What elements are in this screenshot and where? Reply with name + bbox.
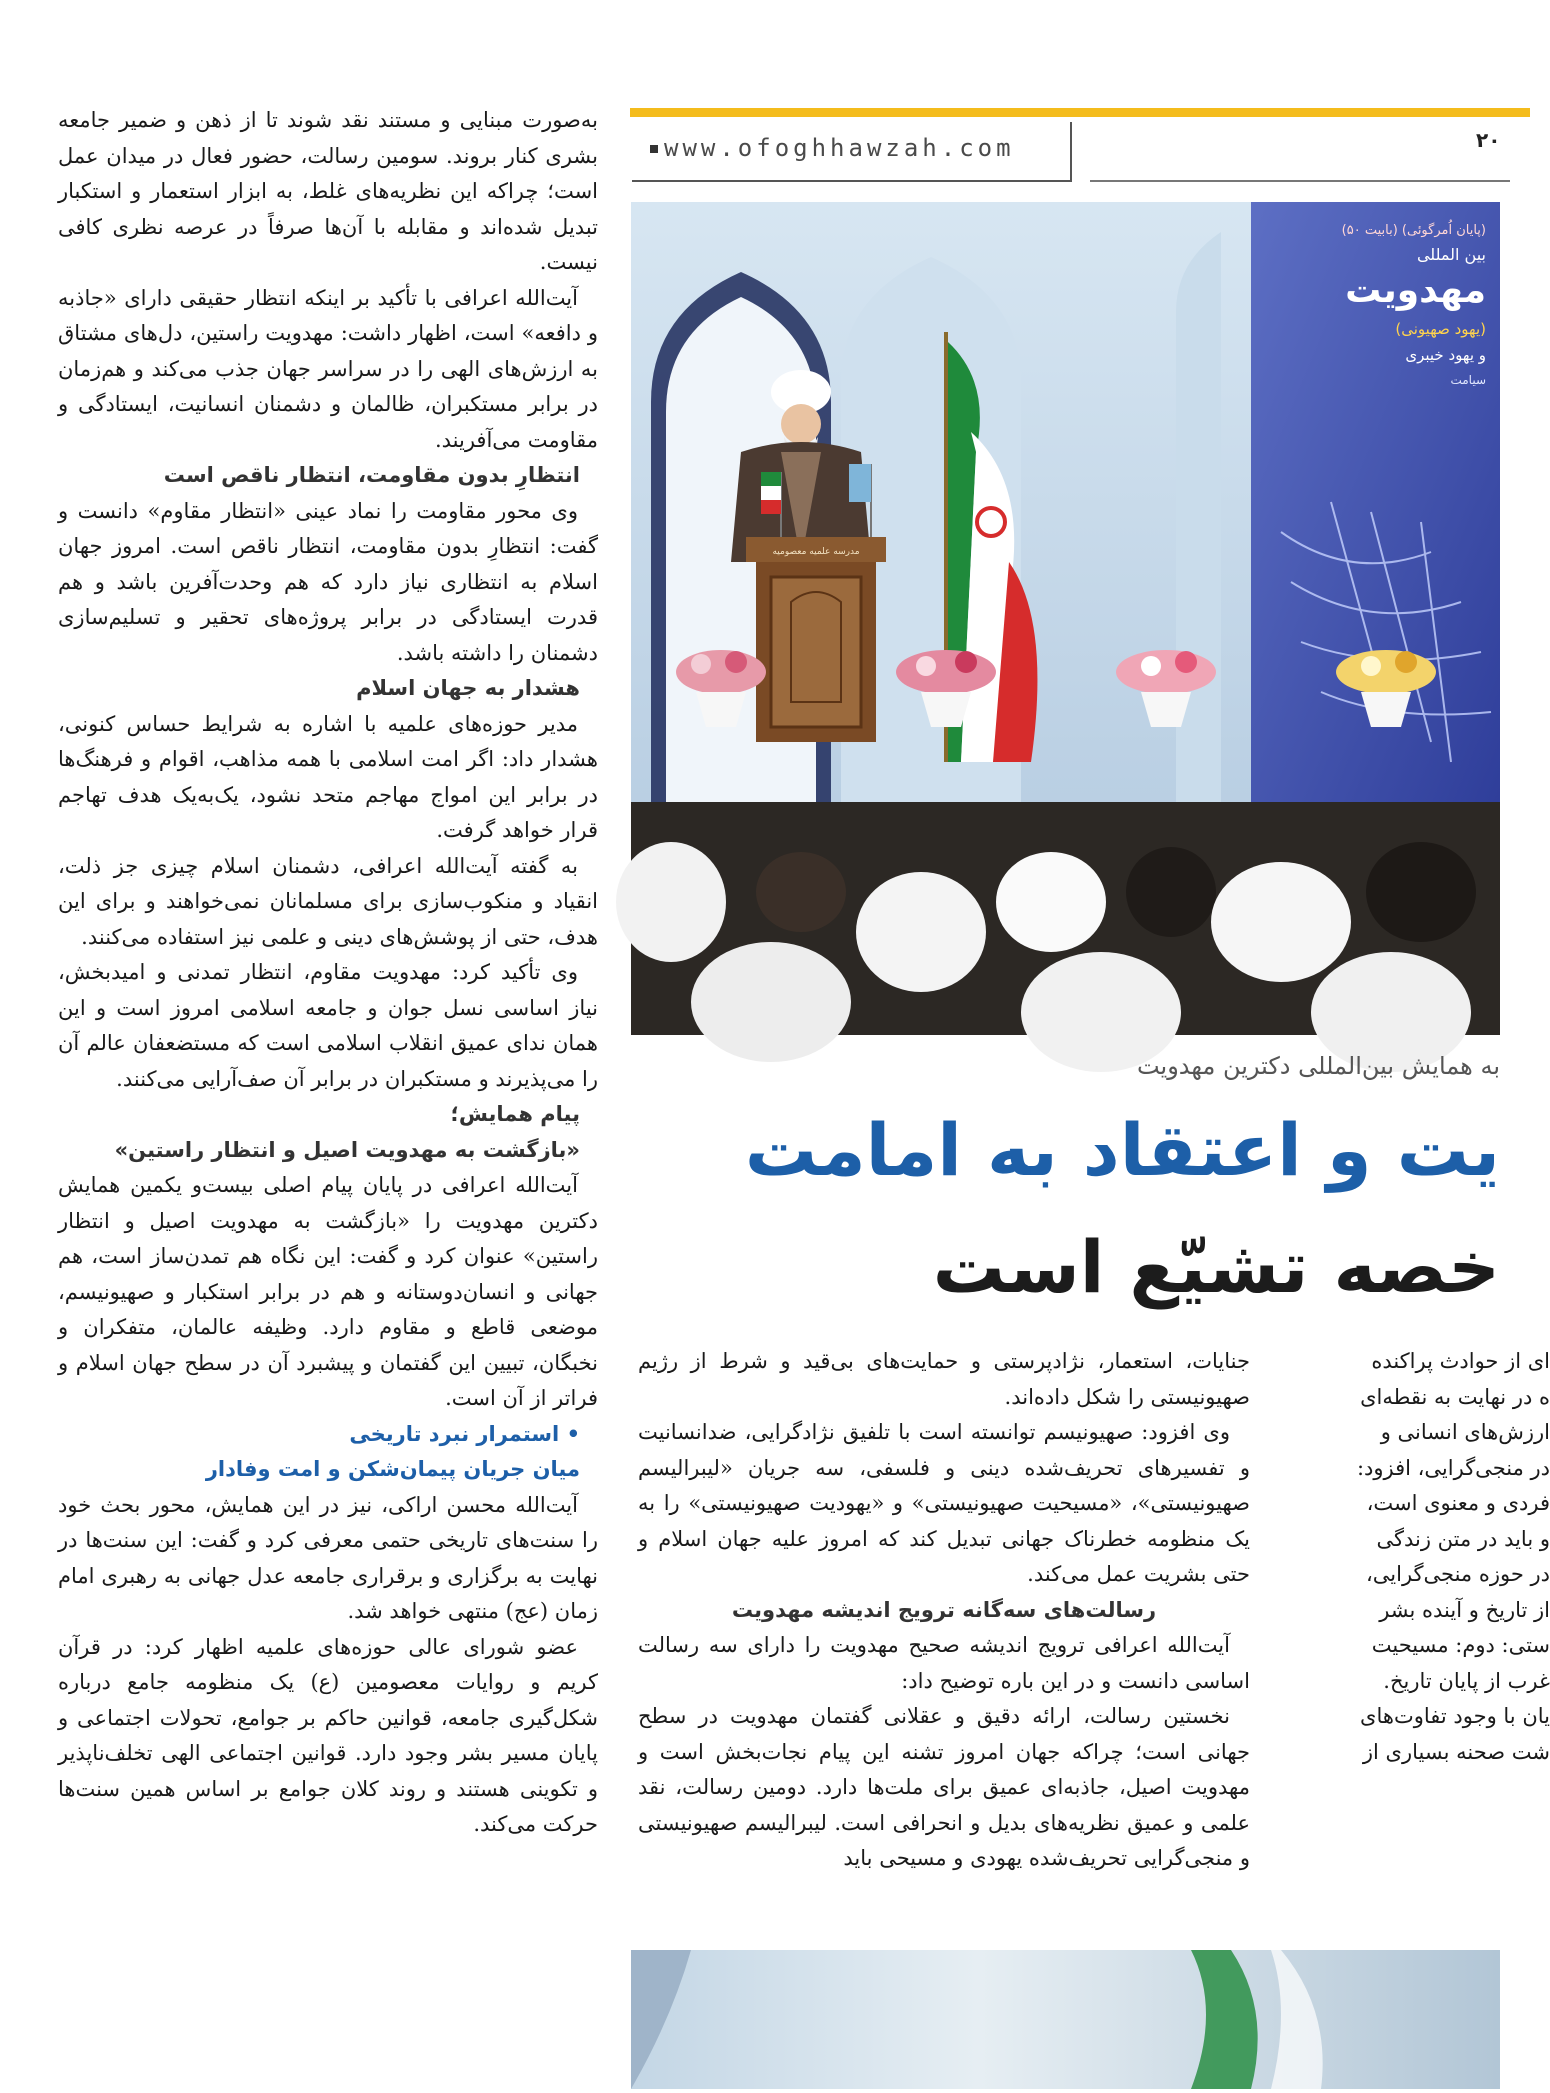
body-paragraph: شت صحنه بسیاری از <box>1362 1739 1550 1764</box>
body-paragraph: ه در نهایت به نقطه‌ای <box>1360 1384 1550 1409</box>
banner-text-6: سیامت <box>1450 373 1486 387</box>
section-heading: هشدار به جهان اسلام <box>356 676 580 700</box>
body-paragraph: به‌صورت مبنایی و مستند نقد شوند تا از ذهن و ضمیر جامعه بشری کنار بروند. سومین رسالت، حضور فعال در میدان عمل است؛ چراکه این نظریه‌های غلط، به ابزار استعمار و استکبار تبدیل شده‌اند و مقابله با آن‌ها صرفاً در عرصه نظری کافی نیست. <box>58 108 598 274</box>
section-heading: • استمرار نبرد تاریخی <box>349 1421 580 1446</box>
body-paragraph: مدیر حوزه‌های علمیه با اشاره به شرایط حساس کنونی، هشدار داد: اگر امت اسلامی با همه مذاهب، اقوام و فرهنگ‌ها در برابر این امواج مهاجم متحد نشود، یک‌به‌یک هدف تهاجم قرار خواهد گرفت. <box>58 711 598 842</box>
body-paragraph: آیت‌الله اعرافی ترویج اندیشه صحیح مهدویت را دارای سه رسالت اساسی دانست و در این باره توضیح داد: <box>638 1633 1250 1693</box>
section-heading: رسالت‌های سه‌گانه ترویج اندیشه مهدویت <box>731 1597 1157 1622</box>
header-rule <box>1090 180 1510 182</box>
body-paragraph: به گفته آیت‌الله اعرافی، دشمنان اسلام چیزی جز ذلت، انقیاد و منکوب‌سازی برای مسلمانان نمی‌خواهند و برای این هدف، حتی از پوشش‌های دینی و علمی نیز استفاده می‌کنند. <box>58 853 598 949</box>
article-headline-line2: خصه تشیّع است <box>932 1225 1500 1309</box>
body-paragraph: ستی: دوم: مسیحیت <box>1371 1633 1550 1657</box>
body-paragraph: عضو شورای عالی حوزه‌های علمیه اظهار کرد: در قرآن کریم و روایات معصومین (ع) یک منظومه جامع درباره شکل‌گیری جامعه، قوانین حاکم بر جوامع، تحولات اجتماعی و پایان مسیر بشر وجود دارد. قوانین اجتماعی الهی تخلف‌ناپذیر و تکوینی هستند و روند کلان جوامع بر اساس همین سنت‌ها حرکت می‌کند. <box>58 1634 598 1836</box>
conference-photo <box>631 202 1500 1035</box>
banner-text-1: (پایان اُمرگوئی) (بابیت ۵۰) <box>1341 223 1486 238</box>
podium-label: مدرسه علمیه معصومیه <box>772 547 860 557</box>
body-paragraph: ای از حوادث پراکنده <box>1371 1349 1550 1373</box>
bullet-square-icon <box>650 145 658 153</box>
article-right-column <box>1290 1344 1550 1964</box>
body-paragraph: فردی و معنوی است، <box>1366 1491 1550 1515</box>
section-heading: پیام همایش؛ <box>450 1102 580 1126</box>
body-paragraph: وی محور مقاومت را نماد عینی «انتظار مقاوم» دانست و گفت: انتظارِ بدون مقاومت، انتظار ناقص است. امروز جهان اسلام به انتظاری نیاز دارد که هم وحدت‌آفرین باشد و هم قدرت ایستادگی در برابر پروژه‌های تحقیر و تسلیم‌سازی دشمنان را داشته باشد. <box>58 498 598 665</box>
article-middle-column <box>638 1344 1250 1877</box>
body-paragraph: آیت‌الله اعرافی در پایان پیام اصلی بیست‌و یکمین همایش دکترین مهدویت را «بازگشت به مهدویت اصیل و انتظار راستین» عنوان کرد و گفت: این نگاه هم تمدن‌ساز است، هم جهانی و انسان‌دوستانه و هم در برابر استکبار و صهیونیسم، موضعی قاطع و مقاوم دارد. وظیفه عالمان، متفکران و نخبگان، تبیین این گفتمان و پیشبرد آن در سطح جهان اسلام و فراتر از آن است. <box>58 1173 598 1410</box>
second-photo <box>631 1950 1500 2089</box>
body-paragraph: آیت‌الله اعرافی با تأکید بر اینکه انتظار حقیقی دارای «جاذبه و دافعه» است، اظهار داشت: مهدویت راستین، دل‌های مشتاق به ارزش‌های الهی را در سراسر جهان جذب می‌کند و هم‌زمان در برابر مستکبران، ظالمان و دشمنان انسانیت، ایستادگی و مقاومت می‌آفریند. <box>58 285 598 452</box>
body-paragraph: یان با وجود تفاوت‌های <box>1360 1704 1550 1728</box>
website-url-box <box>632 122 1072 182</box>
body-paragraph: آیت‌الله محسن اراکی، نیز در این همایش، محور بحث خود را سنت‌های تاریخی حتمی معرفی کرد و گفت: این سنت‌ها در نهایت به برگزاری و برقراری جامعه عدل جهانی به رهبری امام زمان (عج) منتهی خواهد شد. <box>58 1492 598 1623</box>
article-left-column <box>58 103 598 1843</box>
section-heading: انتظارِ بدون مقاومت، انتظار ناقص است <box>163 463 580 487</box>
article-subtitle: به همایش بین‌المللی دکترین مهدویت <box>1136 1052 1500 1080</box>
website-url[interactable]: www.ofoghhawzah.com <box>664 134 1015 162</box>
page-number: ۲۰ <box>1476 128 1501 152</box>
body-paragraph: در حوزه منجی‌گرایی، <box>1365 1562 1550 1586</box>
header-accent-bar <box>630 108 1530 117</box>
body-paragraph: جنایات، استعمار، نژادپرستی و حمایت‌های بی‌قید و شرط از رژیم صهیونیستی را شکل داده‌اند. <box>638 1349 1250 1409</box>
article-headline-line1: یت و اعتقاد به امامت <box>744 1108 1500 1192</box>
body-paragraph: و باید در متن زندگی <box>1376 1526 1550 1551</box>
body-paragraph: غرب از پایان تاریخ. <box>1383 1668 1550 1693</box>
banner-text-5: و یهود خیبری <box>1405 346 1486 364</box>
podium <box>746 537 886 742</box>
body-paragraph: وی تأکید کرد: مهدویت مقاوم، انتظار تمدنی و امیدبخش، نیاز اساسی نسل جوان و جامعه اسلامی امروز است و این همان ندای عمیق انقلاب اسلامی است که مستضعفان عالم آن را می‌پذیرند و مستکبران در برابر آن صف‌آرایی می‌کنند. <box>58 960 598 1091</box>
body-paragraph: ارزش‌های انسانی و <box>1380 1420 1550 1444</box>
section-heading: میان جریان پیمان‌شکن و امت وفادار <box>205 1457 580 1481</box>
body-paragraph: در منجی‌گرایی، افزود: <box>1356 1455 1550 1480</box>
banner-text-3: مهدویت <box>1345 270 1486 311</box>
body-paragraph: وی افزود: صهیونیسم توانسته است با تلفیق نژادگرایی، ضدانسانیت و تفسیرهای تحریف‌شده دینی و فلسفی، سه جریان «لیبرالیسم صهیونیستی»، «مسیحیت صهیونیستی» و «یهودیت صهیونیستی» را به یک منظومه خطرناک جهانی تبدیل کند که امروز علیه جهان اسلام و حتی بشریت عمل می‌کند. <box>638 1420 1250 1586</box>
banner-text-2: بین المللی <box>1416 245 1486 264</box>
section-heading: «بازگشت به مهدویت اصیل و انتظار راستین» <box>114 1137 580 1162</box>
body-paragraph: نخستین رسالت، ارائه دقیق و عقلانی گفتمان مهدویت در سطح جهانی است؛ چراکه جهان امروز تشنه این پیام نجات‌بخش است و مهدویت اصیل، جاذبه‌ای عمیق برای ملت‌ها دارد. دومین رسالت، نقد علمی و عمیق نظریه‌های بدیل و انحرافی است. لیبرالیسم صهیونیستی و منجی‌گرایی تحریف‌شده یهودی و مسیحی باید <box>638 1704 1250 1870</box>
body-paragraph: از تاریخ و آینده بشر <box>1379 1597 1550 1622</box>
banner-text-4: (یهود صهیونی) <box>1395 320 1486 338</box>
audience <box>616 802 1500 1072</box>
